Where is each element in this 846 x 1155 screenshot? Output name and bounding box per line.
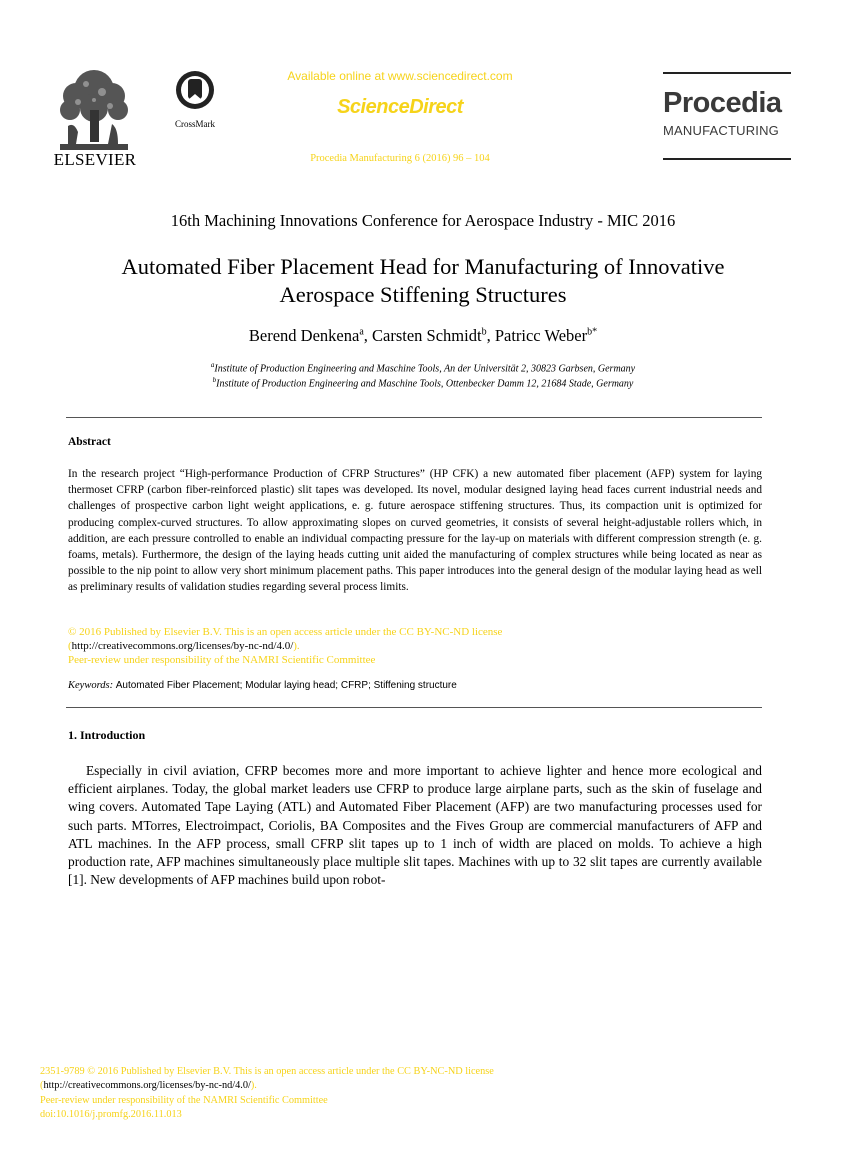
author-separator: , bbox=[363, 326, 373, 345]
journal-logo-manufacturing: MANUFACTURING bbox=[663, 123, 779, 138]
abstract-heading: Abstract bbox=[68, 436, 111, 448]
available-online-link[interactable]: Available online at www.sciencedirect.com bbox=[287, 69, 513, 83]
affiliation-text: Institute of Production Engineering and Maschine Tools, Ottenbecker Damm 12, 21684 Stade, Germany bbox=[216, 378, 634, 390]
author-separator: , bbox=[486, 326, 495, 345]
author-affil-marker: b bbox=[481, 326, 487, 338]
crossmark-label: CrossMark bbox=[175, 119, 215, 129]
introduction-body: Especially in civil aviation, CFRP becomes more and more important to achieve lighter and hence more ecological and efficient airplanes. Today, the global market leaders use CFRP to produce large airplane parts, such as the skin of fuselage and wing covers. Automated Tape Laying (ATL) and Automated Fiber Placement (AFP) are two manufacturing processes used for such parts. MTorres, Electroimpact, Coriolis, BA Composites and the Fives Group are commercial manufacturers of AFP and ATL machines. In the AFP process, small CFRP slit tapes up to 1 inch of width are placed on molds. To achieve a high production rate, AFP machines simultaneously place multiple slit tapes. Machines with up to 32 slit tapes are currently available [1]. New developments of AFP machines build upon robot- bbox=[68, 763, 762, 888]
paper-title-line-2: Aerospace Stiffening Structures bbox=[279, 282, 567, 307]
license-link[interactable]: http://creativecommons.org/licenses/by-nc-nd/4.0/ bbox=[71, 640, 294, 652]
footer-issn: 2351-9789 © 2016 Published by Elsevier B.V. This is an open access article under the CC BY-NC-ND license bbox=[40, 1066, 494, 1077]
license-line bbox=[68, 640, 762, 654]
journal-logo-rule-top bbox=[663, 72, 791, 74]
affiliation-text: Institute of Production Engineering and Maschine Tools, An der Universität 2, 30823 Garbsen, Germany bbox=[214, 363, 636, 375]
keywords bbox=[68, 680, 762, 691]
crossmark-icon bbox=[175, 70, 215, 112]
footer-peer-review: Peer-review under responsibility of the NAMRI Scientific Committee bbox=[40, 1095, 328, 1106]
affiliation bbox=[40, 361, 806, 374]
divider bbox=[66, 417, 762, 418]
journal-logo-rule-bottom bbox=[663, 158, 791, 160]
sciencedirect-logo[interactable]: ScienceDirect bbox=[337, 96, 463, 118]
copyright-notice: © 2016 Published by Elsevier B.V. This is an open access article under the CC BY-NC-ND license bbox=[68, 626, 503, 638]
journal-logo-procedia: Procedia bbox=[663, 87, 782, 119]
author-affil-marker: a bbox=[359, 326, 364, 338]
keywords-list: Automated Fiber Placement; Modular laying head; CFRP; Stiffening structure bbox=[115, 680, 457, 691]
footer-license-link[interactable]: http://creativecommons.org/licenses/by-nc-nd/4.0/ bbox=[43, 1080, 251, 1091]
abstract-body: In the research project “High-performance Production of CFRP Structures” (HP CFK) a new automated fiber placement (AFP) system for laying thermoset CFRP (carbon fiber-reinforced plastic) slit tapes was developed. Its novel, modular designed laying head faces current industrial needs and challenges of prospective carbon light weight applications, e. g. future aerospace stiffening structures. Thus, its compaction unit is optimized for producing complex-curved structures. To allow approximating slopes on curved geometries, it consists of several height-adjustable rollers which, in addition, are each pressure controlled to enable an individual compacting pressure for the lay-up on materials with different compression strength (e. g. foams, metals). Furthermore, the design of the laying heads cutting unit aided the manufacturing of complex structures while being located as near as possible to the nip point to allow very short minimum placement paths. This paper introduces into the general design of the modular laying head as well as preliminary results of validation studies regarding several process limits. bbox=[68, 468, 762, 594]
author-affil-marker: b* bbox=[587, 326, 598, 338]
affiliation bbox=[40, 376, 806, 389]
paper-title bbox=[60, 253, 786, 309]
license-paren-open: ( bbox=[68, 640, 72, 652]
paper-title-line-1: Automated Fiber Placement Head for Manufacturing of Innovative bbox=[121, 254, 725, 279]
section-heading: 1. Introduction bbox=[68, 728, 146, 742]
footer-doi[interactable]: doi:10.1016/j.promfg.2016.11.013 bbox=[40, 1109, 182, 1120]
footer-paren-open: ( bbox=[40, 1080, 44, 1091]
journal-reference: Procedia Manufacturing 6 (2016) 96 – 104 bbox=[310, 153, 490, 164]
keywords-label: Keywords: bbox=[68, 680, 114, 691]
footer-paren-close: ). bbox=[250, 1080, 257, 1091]
divider bbox=[66, 707, 762, 708]
crossmark-badge[interactable] bbox=[170, 70, 220, 129]
conference-name: 16th Machining Innovations Conference for Aerospace Industry - MIC 2016 bbox=[170, 211, 676, 230]
author-list bbox=[40, 326, 806, 346]
elsevier-wordmark: ELSEVIER bbox=[53, 150, 137, 169]
author-name: Carsten Schmidt bbox=[372, 326, 482, 345]
author-name: Patricc Weber bbox=[494, 326, 588, 345]
footer-license bbox=[40, 1079, 640, 1093]
peer-review-notice: Peer-review under responsibility of the NAMRI Scientific Committee bbox=[68, 654, 376, 666]
affiliation-marker: a bbox=[210, 361, 215, 369]
affiliation-marker: b bbox=[212, 376, 217, 384]
author-name: Berend Denkena bbox=[248, 326, 360, 345]
license-paren-close: ). bbox=[293, 640, 300, 652]
